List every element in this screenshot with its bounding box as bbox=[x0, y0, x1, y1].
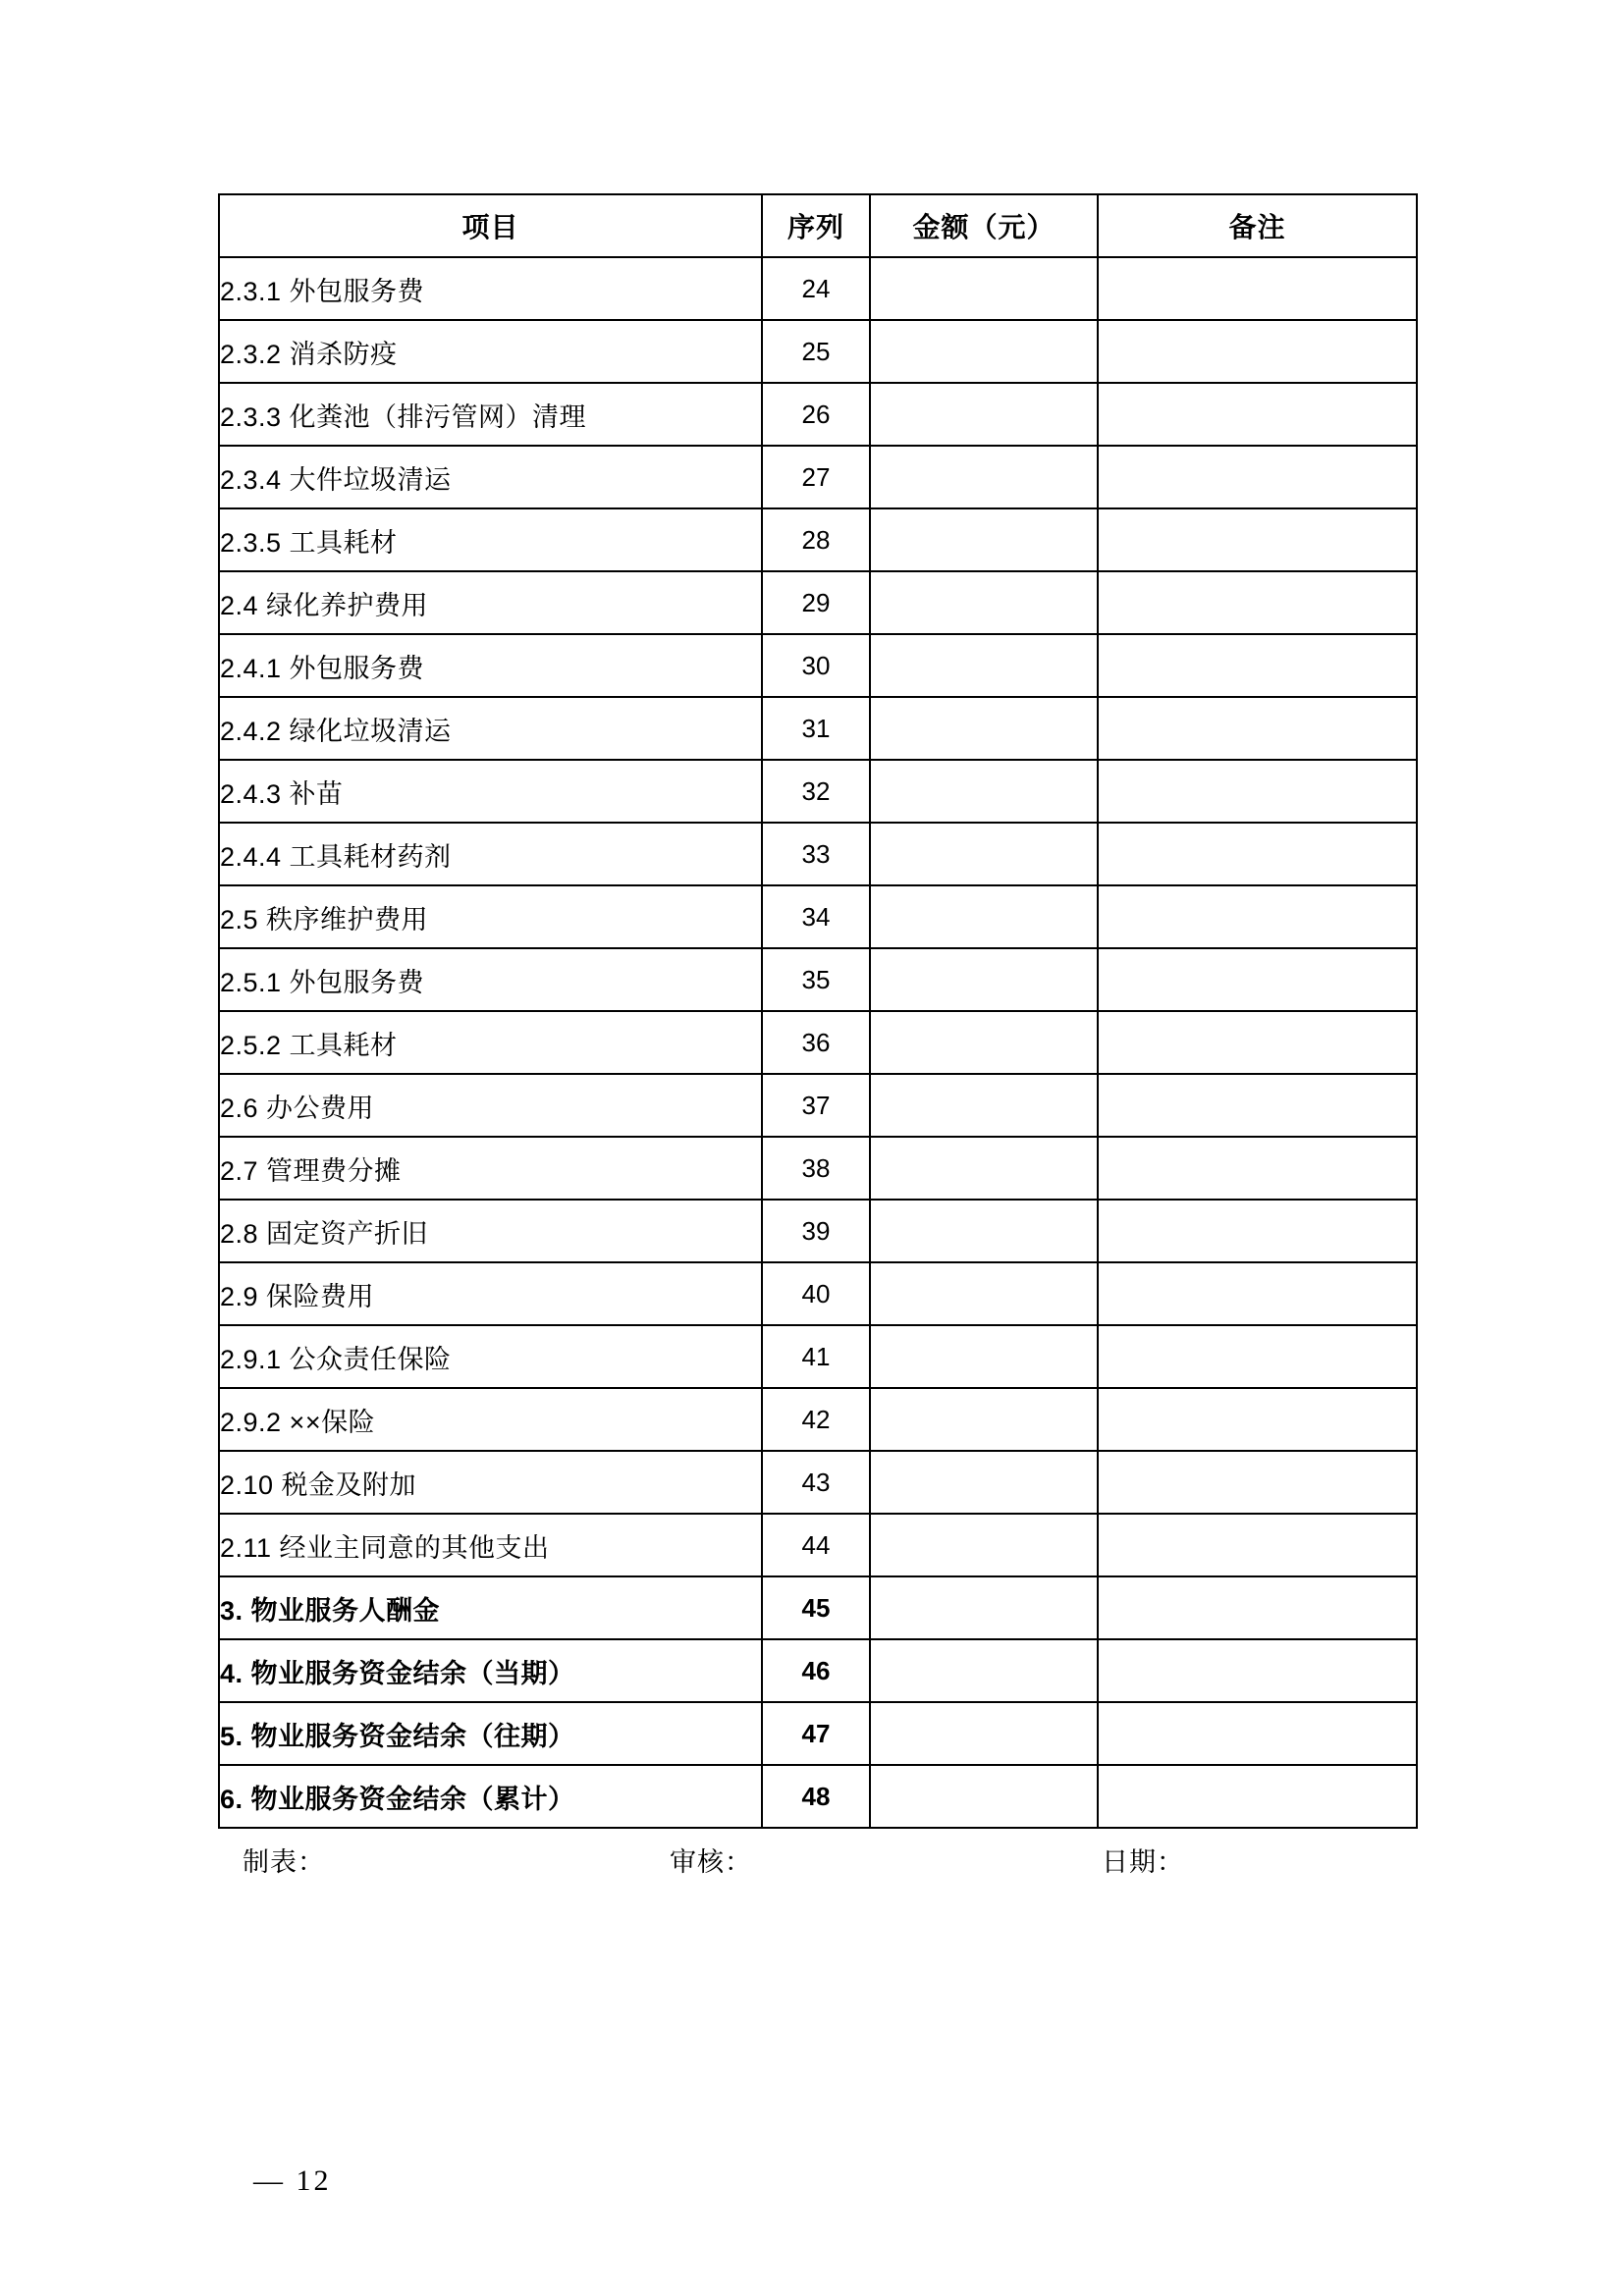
cell-sequence: 37 bbox=[762, 1074, 870, 1137]
table-row bbox=[219, 948, 1417, 1011]
cell-sequence: 41 bbox=[762, 1325, 870, 1388]
cell-item: 2.11 经业主同意的其他支出 bbox=[219, 1514, 762, 1576]
table-row bbox=[219, 1514, 1417, 1576]
table-row bbox=[219, 697, 1417, 760]
table-row bbox=[219, 1576, 1417, 1639]
signature-row bbox=[218, 1841, 1416, 1890]
table-header bbox=[219, 194, 1417, 257]
cell-sequence: 40 bbox=[762, 1262, 870, 1325]
cell-remark[interactable] bbox=[1098, 508, 1417, 571]
cell-sequence: 47 bbox=[762, 1702, 870, 1765]
cell-remark[interactable] bbox=[1098, 320, 1417, 383]
cell-sequence: 42 bbox=[762, 1388, 870, 1451]
cell-remark[interactable] bbox=[1098, 1514, 1417, 1576]
cell-item: 3. 物业服务人酬金 bbox=[219, 1576, 762, 1639]
cell-item: 2.4.1 外包服务费 bbox=[219, 634, 762, 697]
cell-item: 2.3.3 化粪池（排污管网）清理 bbox=[219, 383, 762, 446]
cell-item: 2.9 保险费用 bbox=[219, 1262, 762, 1325]
column-header-seq: 序列 bbox=[762, 194, 870, 257]
cell-amount[interactable] bbox=[870, 1137, 1098, 1200]
column-header-amount: 金额（元） bbox=[870, 194, 1098, 257]
cell-item: 2.3.5 工具耗材 bbox=[219, 508, 762, 571]
cell-item: 2.6 办公费用 bbox=[219, 1074, 762, 1137]
table-row bbox=[219, 571, 1417, 634]
column-header-remark: 备注 bbox=[1098, 194, 1417, 257]
date-label: 日期： bbox=[1102, 1847, 1184, 1877]
cell-sequence: 38 bbox=[762, 1137, 870, 1200]
cell-remark[interactable] bbox=[1098, 1451, 1417, 1514]
cell-remark[interactable] bbox=[1098, 1325, 1417, 1388]
cell-amount[interactable] bbox=[870, 571, 1098, 634]
table-row bbox=[219, 1011, 1417, 1074]
cell-sequence: 45 bbox=[762, 1576, 870, 1639]
table-row bbox=[219, 1639, 1417, 1702]
cell-sequence: 29 bbox=[762, 571, 870, 634]
cell-remark[interactable] bbox=[1098, 1639, 1417, 1702]
cell-sequence: 33 bbox=[762, 823, 870, 885]
cell-remark[interactable] bbox=[1098, 823, 1417, 885]
cell-remark[interactable] bbox=[1098, 446, 1417, 508]
cell-amount[interactable] bbox=[870, 1011, 1098, 1074]
cell-amount[interactable] bbox=[870, 634, 1098, 697]
page-number: — 12 bbox=[253, 2164, 332, 2197]
table-row bbox=[219, 1702, 1417, 1765]
cell-sequence: 27 bbox=[762, 446, 870, 508]
cell-sequence: 25 bbox=[762, 320, 870, 383]
cell-amount[interactable] bbox=[870, 760, 1098, 823]
table-header-row bbox=[219, 194, 1417, 257]
table-row bbox=[219, 1137, 1417, 1200]
maker-label: 制表： bbox=[243, 1847, 325, 1877]
cell-remark[interactable] bbox=[1098, 697, 1417, 760]
cell-item: 2.8 固定资产折旧 bbox=[219, 1200, 762, 1262]
cell-sequence: 48 bbox=[762, 1765, 870, 1828]
cell-remark[interactable] bbox=[1098, 1262, 1417, 1325]
table-row bbox=[219, 383, 1417, 446]
cell-sequence: 28 bbox=[762, 508, 870, 571]
table-row bbox=[219, 446, 1417, 508]
cell-amount[interactable] bbox=[870, 1514, 1098, 1576]
property-fee-table bbox=[218, 193, 1418, 1829]
cell-item: 2.9.1 公众责任保险 bbox=[219, 1325, 762, 1388]
cell-amount[interactable] bbox=[870, 383, 1098, 446]
cell-item: 4. 物业服务资金结余（当期） bbox=[219, 1639, 762, 1702]
cell-amount[interactable] bbox=[870, 1325, 1098, 1388]
table-row bbox=[219, 257, 1417, 320]
cell-item: 6. 物业服务资金结余（累计） bbox=[219, 1765, 762, 1828]
cell-remark[interactable] bbox=[1098, 257, 1417, 320]
cell-remark[interactable] bbox=[1098, 1576, 1417, 1639]
cell-item: 5. 物业服务资金结余（往期） bbox=[219, 1702, 762, 1765]
cell-amount[interactable] bbox=[870, 1262, 1098, 1325]
cell-item: 2.9.2 ××保险 bbox=[219, 1388, 762, 1451]
cell-remark[interactable] bbox=[1098, 383, 1417, 446]
cell-item: 2.4 绿化养护费用 bbox=[219, 571, 762, 634]
cell-sequence: 36 bbox=[762, 1011, 870, 1074]
cell-remark[interactable] bbox=[1098, 1702, 1417, 1765]
cell-remark[interactable] bbox=[1098, 634, 1417, 697]
table-row bbox=[219, 634, 1417, 697]
table-row bbox=[219, 1765, 1417, 1828]
cell-amount[interactable] bbox=[870, 697, 1098, 760]
cell-amount[interactable] bbox=[870, 823, 1098, 885]
cell-sequence: 43 bbox=[762, 1451, 870, 1514]
cell-amount[interactable] bbox=[870, 1576, 1098, 1639]
cell-sequence: 44 bbox=[762, 1514, 870, 1576]
cell-item: 2.3.4 大件垃圾清运 bbox=[219, 446, 762, 508]
table-row bbox=[219, 1325, 1417, 1388]
cell-sequence: 39 bbox=[762, 1200, 870, 1262]
cell-remark[interactable] bbox=[1098, 1011, 1417, 1074]
cell-item: 2.4.3 补苗 bbox=[219, 760, 762, 823]
cell-amount[interactable] bbox=[870, 257, 1098, 320]
cell-item: 2.5 秩序维护费用 bbox=[219, 885, 762, 948]
table-row bbox=[219, 1451, 1417, 1514]
table-row bbox=[219, 885, 1417, 948]
fee-table-container bbox=[218, 193, 1416, 1829]
cell-item: 2.7 管理费分摊 bbox=[219, 1137, 762, 1200]
cell-item: 2.5.2 工具耗材 bbox=[219, 1011, 762, 1074]
cell-sequence: 35 bbox=[762, 948, 870, 1011]
cell-item: 2.3.2 消杀防疫 bbox=[219, 320, 762, 383]
cell-item: 2.3.1 外包服务费 bbox=[219, 257, 762, 320]
cell-sequence: 46 bbox=[762, 1639, 870, 1702]
table-row bbox=[219, 823, 1417, 885]
cell-item: 2.10 税金及附加 bbox=[219, 1451, 762, 1514]
table-body bbox=[219, 257, 1417, 1828]
cell-remark[interactable] bbox=[1098, 1765, 1417, 1828]
cell-amount[interactable] bbox=[870, 1388, 1098, 1451]
cell-amount[interactable] bbox=[870, 320, 1098, 383]
cell-amount[interactable] bbox=[870, 948, 1098, 1011]
cell-sequence: 34 bbox=[762, 885, 870, 948]
table-row bbox=[219, 1200, 1417, 1262]
cell-sequence: 26 bbox=[762, 383, 870, 446]
cell-sequence: 32 bbox=[762, 760, 870, 823]
table-row bbox=[219, 320, 1417, 383]
cell-sequence: 30 bbox=[762, 634, 870, 697]
table-row bbox=[219, 1388, 1417, 1451]
cell-remark[interactable] bbox=[1098, 760, 1417, 823]
cell-amount[interactable] bbox=[870, 1451, 1098, 1514]
cell-remark[interactable] bbox=[1098, 885, 1417, 948]
cell-amount[interactable] bbox=[870, 1702, 1098, 1765]
cell-amount[interactable] bbox=[870, 1200, 1098, 1262]
table-row bbox=[219, 760, 1417, 823]
table-row bbox=[219, 1262, 1417, 1325]
cell-item: 2.5.1 外包服务费 bbox=[219, 948, 762, 1011]
cell-item: 2.4.2 绿化垃圾清运 bbox=[219, 697, 762, 760]
cell-amount[interactable] bbox=[870, 1765, 1098, 1828]
table-row bbox=[219, 508, 1417, 571]
cell-amount[interactable] bbox=[870, 1639, 1098, 1702]
cell-remark[interactable] bbox=[1098, 1388, 1417, 1451]
column-header-item: 项目 bbox=[219, 194, 762, 257]
reviewer-label: 审核： bbox=[670, 1847, 752, 1877]
cell-remark[interactable] bbox=[1098, 1074, 1417, 1137]
cell-sequence: 31 bbox=[762, 697, 870, 760]
cell-amount[interactable] bbox=[870, 885, 1098, 948]
cell-remark[interactable] bbox=[1098, 1200, 1417, 1262]
cell-amount[interactable] bbox=[870, 1074, 1098, 1137]
cell-remark[interactable] bbox=[1098, 1137, 1417, 1200]
cell-remark[interactable] bbox=[1098, 948, 1417, 1011]
cell-amount[interactable] bbox=[870, 446, 1098, 508]
table-row bbox=[219, 1074, 1417, 1137]
cell-item: 2.4.4 工具耗材药剂 bbox=[219, 823, 762, 885]
cell-remark[interactable] bbox=[1098, 571, 1417, 634]
cell-sequence: 24 bbox=[762, 257, 870, 320]
cell-amount[interactable] bbox=[870, 508, 1098, 571]
